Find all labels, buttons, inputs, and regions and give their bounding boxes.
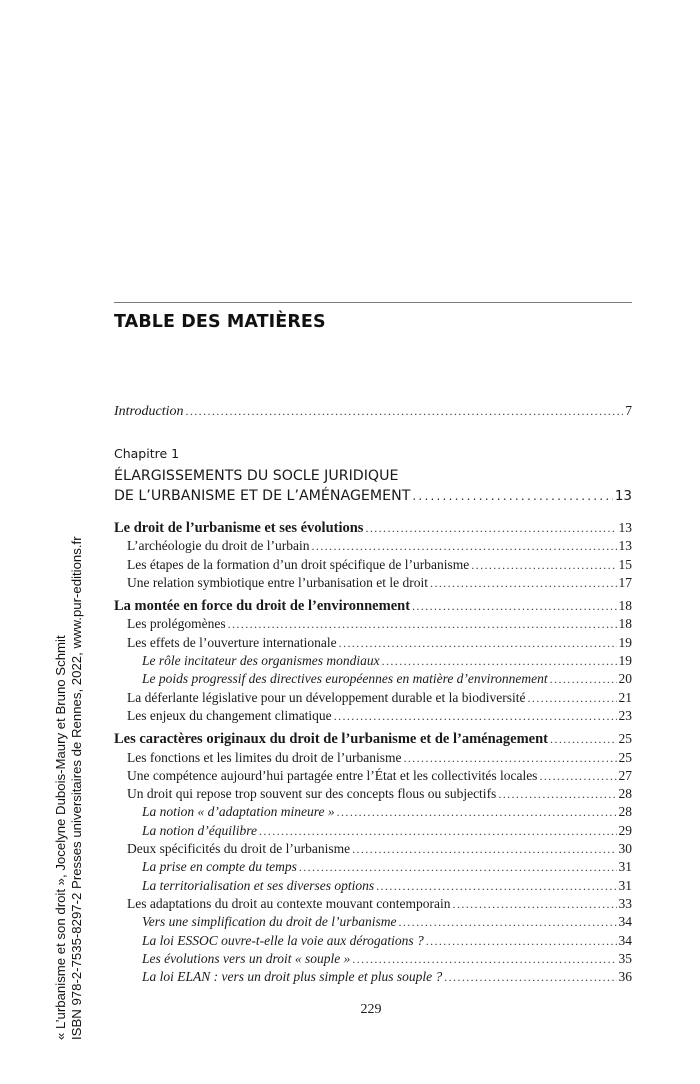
toc-entry-page: 15: [618, 556, 632, 572]
toc-entry-label: La notion d’équilibre: [142, 822, 257, 838]
toc-entry-page: 34: [618, 932, 632, 948]
dot-leader: [259, 822, 617, 840]
toc-entry-page: 34: [618, 914, 632, 930]
toc-subsubsection[interactable]: [114, 877, 632, 895]
toc-subsection[interactable]: [114, 785, 632, 803]
toc-subsubsection[interactable]: [114, 670, 632, 688]
toc-entry-page: 25: [618, 749, 632, 765]
dot-leader: [228, 615, 617, 633]
toc-entry-page: 29: [618, 822, 632, 838]
toc-entry-label: Le rôle incitateur des organismes mondiaux: [142, 653, 380, 669]
toc-subsection[interactable]: [114, 634, 632, 652]
dot-leader: [398, 913, 616, 931]
toc-entry-page: 20: [618, 671, 632, 687]
toc-entry-label: La notion « d’adaptation mineure »: [142, 804, 335, 820]
toc-entry-label: La déferlante législative pour un développement durable et la biodiversité: [127, 689, 526, 705]
toc-entry-label: Les caractères originaux du droit de l’urbanisme et de l’aménagement: [114, 731, 549, 748]
toc-subsection[interactable]: [114, 689, 632, 707]
dot-leader: [498, 785, 616, 803]
toc-entry-page: 17: [618, 574, 632, 590]
toc-entry-label: Un droit qui repose trop souvent sur des concepts flous ou subjectifs: [127, 786, 497, 802]
toc-entry-page: 35: [618, 950, 632, 966]
toc-subsection[interactable]: [114, 574, 632, 592]
toc-entry-label: Introduction: [114, 404, 184, 419]
side-note-line2: ISBN 978-2-7535-8297-2 Presses universitaires de Rennes, 2022, www.pur-editions.fr: [69, 536, 84, 1040]
chapter-label: Chapitre 1: [114, 446, 180, 461]
dot-leader: [352, 950, 616, 968]
toc-entry-page: 28: [618, 804, 632, 820]
dot-leader: [376, 877, 616, 895]
toc-entry-label: La montée en force du droit de l’environnement: [114, 598, 411, 615]
toc-entry-label: Les évolutions vers un droit « souple »: [142, 950, 351, 966]
dot-leader: [403, 749, 616, 767]
dot-leader: [339, 634, 617, 652]
chapter-title[interactable]: [114, 466, 632, 506]
toc-entry-page: 7: [625, 403, 632, 418]
toc-subsection[interactable]: [114, 840, 632, 858]
page-title: TABLE DES MATIÈRES: [114, 312, 326, 332]
toc-entry-label: La territorialisation et ses diverses options: [142, 877, 375, 893]
toc-entry-label: Une relation symbiotique entre l’urbanisation et le droit: [127, 574, 429, 590]
dot-leader: [365, 519, 616, 537]
side-copyright-note: [53, 536, 85, 1040]
dot-leader: [471, 556, 616, 574]
toc-entry-page: 18: [618, 598, 632, 614]
toc-entry-page: 36: [618, 969, 632, 985]
toc-entry-label: La loi ELAN : vers un droit plus simple et plus souple ?: [142, 969, 443, 985]
toc-entry-page: 31: [618, 859, 632, 875]
toc-entry-label: La prise en compte du temps: [142, 859, 297, 875]
toc-entry-page: 33: [618, 895, 632, 911]
toc-entry-label: Les adaptations du droit au contexte mouvant contemporain: [127, 895, 451, 911]
dot-leader: [299, 858, 617, 876]
toc-entry-page: 13: [618, 520, 632, 535]
toc-entry-page: 28: [618, 786, 632, 802]
toc-entry-label: L’archéologie du droit de l’urbain: [127, 538, 310, 554]
toc-subsubsection[interactable]: [114, 858, 632, 876]
dot-leader: [412, 597, 616, 615]
toc-subsection[interactable]: [114, 707, 632, 725]
toc-subsection[interactable]: [114, 767, 632, 785]
chapter-page: 13: [614, 488, 632, 504]
toc-entry-page: 31: [618, 877, 632, 893]
dot-leader: [382, 652, 617, 670]
page-number: 229: [360, 1002, 382, 1017]
toc-subsubsection[interactable]: [114, 822, 632, 840]
toc-entry-label: Les fonctions et les limites du droit de l’urbanisme: [127, 749, 402, 765]
toc-entry-label: Le droit de l’urbanisme et ses évolutions: [114, 520, 364, 536]
dot-leader: [311, 537, 616, 555]
toc-section[interactable]: [114, 597, 632, 615]
toc-subsubsection[interactable]: [114, 968, 632, 986]
toc-entry-page: 13: [618, 538, 632, 554]
toc-entry-label: Deux spécificités du droit de l’urbanisme: [127, 841, 351, 857]
dot-leader: [334, 707, 617, 725]
toc-entry-label: Vers une simplification du droit de l’urbanisme: [142, 914, 397, 930]
toc-entry-page: 27: [618, 767, 632, 783]
toc-subsubsection[interactable]: [114, 913, 632, 931]
toc-subsection[interactable]: [114, 615, 632, 633]
dot-leader: [453, 895, 617, 913]
toc-entry-page: 21: [618, 689, 632, 705]
toc-section[interactable]: [114, 730, 632, 748]
toc-subsubsection[interactable]: [114, 932, 632, 950]
toc-subsubsection[interactable]: [114, 652, 632, 670]
toc-section[interactable]: [114, 519, 632, 537]
dot-leader: [444, 968, 616, 986]
toc-entry-label: Une compétence aujourd’hui partagée entre l’État et les collectivités locales: [127, 767, 538, 783]
toc-subsection[interactable]: [114, 556, 632, 574]
toc-entry-introduction[interactable]: [114, 403, 632, 420]
dot-leader: [185, 404, 623, 419]
toc-entry-label: Les étapes de la formation d’un droit spécifique de l’urbanisme: [127, 556, 470, 572]
toc-subsubsection[interactable]: [114, 803, 632, 821]
toc-entry-label: Les enjeux du changement climatique: [127, 707, 332, 723]
dot-leader: [412, 486, 612, 506]
toc-subsubsection[interactable]: [114, 950, 632, 968]
dot-leader: [539, 767, 616, 785]
toc-entry-label: La loi ESSOC ouvre-t-elle la voie aux dérogations ?: [142, 932, 424, 948]
dot-leader: [352, 840, 616, 858]
toc-subsection[interactable]: [114, 749, 632, 767]
toc-entry-page: 19: [618, 653, 632, 669]
toc-entry-page: 19: [618, 634, 632, 650]
toc-entry-label: Le poids progressif des directives européennes en matière d’environnement: [142, 671, 548, 687]
toc-entry-page: 25: [618, 731, 632, 747]
toc-entry-page: 30: [618, 841, 632, 857]
dot-leader: [550, 730, 616, 748]
side-note-line1: « L’urbanisme et son droit », Jocelyne Dubois-Maury et Bruno Schmit: [53, 635, 68, 1040]
toc-entry-page: 18: [618, 616, 632, 632]
dot-leader: [550, 670, 617, 688]
toc-entry-page: 23: [618, 707, 632, 723]
toc-entry-label: Les prolégomènes: [127, 616, 226, 632]
table-of-contents: [114, 514, 632, 986]
chapter-title-line1: ÉLARGISSEMENTS DU SOCLE JURIDIQUE: [114, 468, 399, 484]
dot-leader: [430, 574, 616, 592]
header-rule: [114, 302, 632, 303]
toc-entry-label: Les effets de l’ouverture internationale: [127, 634, 337, 650]
dot-leader: [337, 803, 617, 821]
toc-subsection[interactable]: [114, 895, 632, 913]
chapter-title-line2: DE L’URBANISME ET DE L’AMÉNAGEMENT: [114, 488, 411, 504]
dot-leader: [527, 689, 616, 707]
dot-leader: [426, 932, 617, 950]
toc-subsection[interactable]: [114, 537, 632, 555]
